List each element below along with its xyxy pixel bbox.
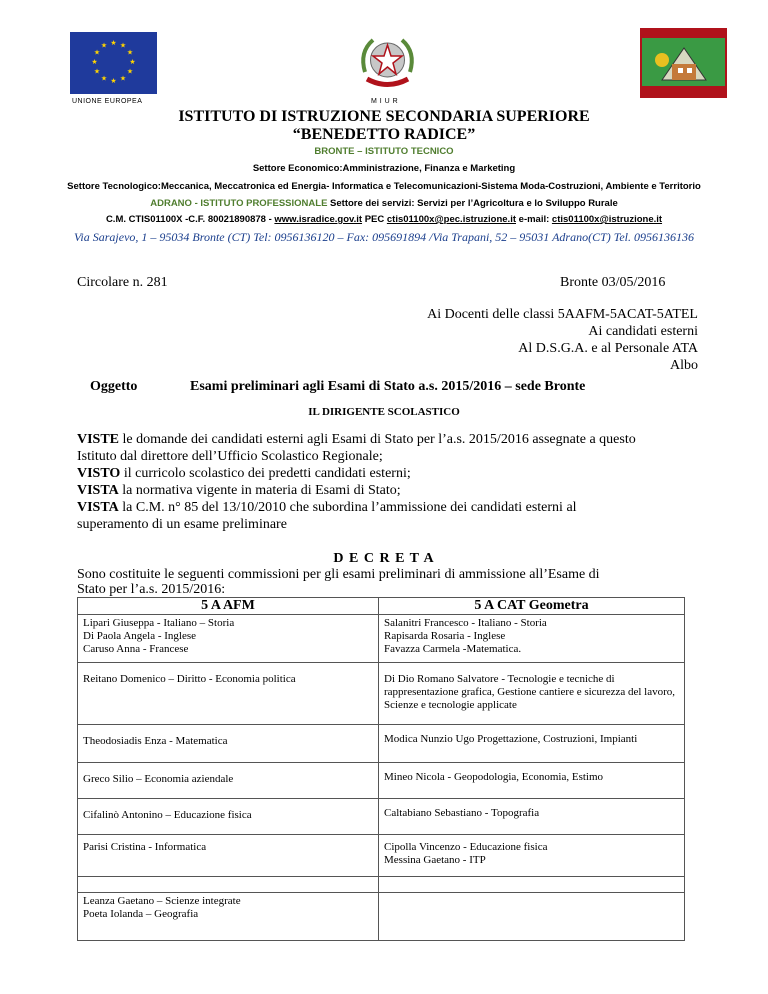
table-cell: Parisi Cristina - Informatica [78,835,379,877]
table-cell: Greco Silio – Economia aziendale [78,763,379,799]
branch-line: BRONTE – ISTITUTO TECNICO [314,146,454,157]
cat-header: 5 A CAT Geometra [379,598,685,615]
svg-text:★: ★ [110,77,117,85]
svg-text:★: ★ [100,41,108,50]
table-cell: Reitano Domenico – Diritto - Economia politica [78,663,379,725]
recipient-line: Ai candidati esterni [588,324,698,339]
sector-technological: Settore Tecnologico:Meccanica, Meccatronica ed Energia- Informatica e Telecomunicazioni-Sistema Moda-Costruzioni, Ambiente e Territorio [67,181,701,192]
svg-text:★: ★ [126,48,134,57]
table-cell [379,877,685,893]
adrano-rest: Settore dei servizi: Servizi per l’Agricoltura e lo Sviluppo Rurale [330,198,618,209]
svg-text:★: ★ [91,58,98,66]
email-label: e-mail: [518,214,550,225]
table-row [78,725,685,763]
circolare-number: Circolare n. 281 [77,275,168,290]
preamble-line: VISTO il curricolo scolastico dei predetti candidati esterni; [77,466,411,481]
table-cell [78,877,379,893]
website-link[interactable]: www.isradice.gov.it [274,214,363,225]
recipient-line: Albo [670,358,698,373]
dirigente-heading: IL DIRIGENTE SCOLASTICO [308,406,460,418]
afm-header: 5 A AFM [78,598,379,615]
table-cell: Theodosiadis Enza - Matematica [78,725,379,763]
adrano-green: ADRANO - ISTITUTO PROFESSIONALE [150,198,328,209]
table-row [78,835,685,877]
table-cell: Cipolla Vincenzo - Educazione fisica Messina Gaetano - ITP [379,835,685,877]
svg-text:★: ★ [93,67,101,76]
table-cell: Lipari Giuseppa - Italiano – Storia Di Paola Angela - Inglese Caruso Anna - Francese [78,615,379,663]
preamble [77,431,717,533]
intro-line-2: Stato per l’a.s. 2015/2016: [77,582,226,597]
intro-line-1: Sono costituite le seguenti commissioni per gli esami preliminari di ammissione all’Esame di [77,567,600,582]
table-row [78,877,685,893]
commissions-table [77,597,685,941]
table-cell: Caltabiano Sebastiano - Topografia [379,799,685,835]
institute-name: “BENEDETTO RADICE” [292,126,476,143]
svg-text:★: ★ [119,41,127,50]
table-row [78,799,685,835]
codes: C.M. CTIS01100X -C.F. 80021890878 - [105,214,272,225]
institute-title: ISTITUTO DI ISTRUZIONE SECONDARIA SUPERIORE [178,108,590,125]
oggetto-text: Esami preliminari agli Esami di Stato a.s. 2015/2016 – sede Bronte [190,379,586,394]
preamble-line: VISTE le domande dei candidati esterni agli Esami di Stato per l’a.s. 2015/2016 assegnate a questo [77,432,636,447]
table-row [78,893,685,941]
svg-text:★: ★ [129,58,136,66]
pec-label: PEC [364,214,385,225]
pec-link[interactable]: ctis01100x@pec.istruzione.it [386,214,517,225]
recipients [427,306,698,374]
table-cell: Modica Nunzio Ugo Progettazione, Costruzioni, Impianti [379,725,685,763]
miur-label: M I U R [371,98,399,105]
eu-label: UNIONE EUROPEA [72,98,143,105]
svg-text:★: ★ [100,74,108,83]
preamble-line: superamento di un esame preliminare [77,517,287,532]
recipient-line: Al D.S.G.A. e al Personale ATA [518,341,698,356]
school-logo [640,28,727,98]
preamble-line: VISTA la normativa vigente in materia di Esami di Stato; [77,483,401,498]
sector-economic: Settore Economico:Amministrazione, Finanza e Marketing [252,163,516,174]
recipient-line: Ai Docenti delle classi 5AAFM-5ACAT-5ATEL [427,307,698,322]
table-cell: Mineo Nicola - Geopodologia, Economia, Estimo [379,763,685,799]
table-cell: Leanza Gaetano – Scienze integrate Poeta Iolanda – Geografia [78,893,379,941]
letter-date: Bronte 03/05/2016 [560,275,666,290]
svg-text:★: ★ [119,74,127,83]
table-row [78,663,685,725]
svg-text:★: ★ [126,67,134,76]
svg-text:★: ★ [93,48,101,57]
table-header-row [78,598,685,615]
eu-flag-logo [70,32,157,94]
italian-republic-emblem [355,32,420,92]
decreta-heading: D E C R E T A [333,551,435,566]
preamble-line: Istituto dal direttore dell’Ufficio Scolastico Regionale; [77,449,383,464]
table-row [78,615,685,663]
table-row [78,763,685,799]
svg-text:★: ★ [110,39,117,47]
contacts-line [0,214,768,225]
address-line: Via Sarajevo, 1 – 95034 Bronte (CT) Tel: 0956136120 – Fax: 095691894 /Via Trapani, 52 – 95031 Adrano(CT) Tel. 0956136136 [73,230,694,244]
oggetto-label: Oggetto [90,379,138,394]
table-cell [379,893,685,941]
email-link[interactable]: ctis01100x@istruzione.it [551,214,663,225]
table-cell: Di Dio Romano Salvatore - Tecnologie e tecniche di rappresentazione grafica, Gestione cantiere e sicurezza del lavoro, Scienze e tecnologie applicate [379,663,685,725]
table-cell: Salanitri Francesco - Italiano - Storia Rapisarda Rosaria - Inglese Favazza Carmela -Matematica. [379,615,685,663]
table-cell: Cifalinò Antonino – Educazione fisica [78,799,379,835]
preamble-line: VISTA la C.M. n° 85 del 13/10/2010 che subordina l’ammissione dei candidati esterni al [77,500,577,515]
adrano-line [0,198,768,209]
